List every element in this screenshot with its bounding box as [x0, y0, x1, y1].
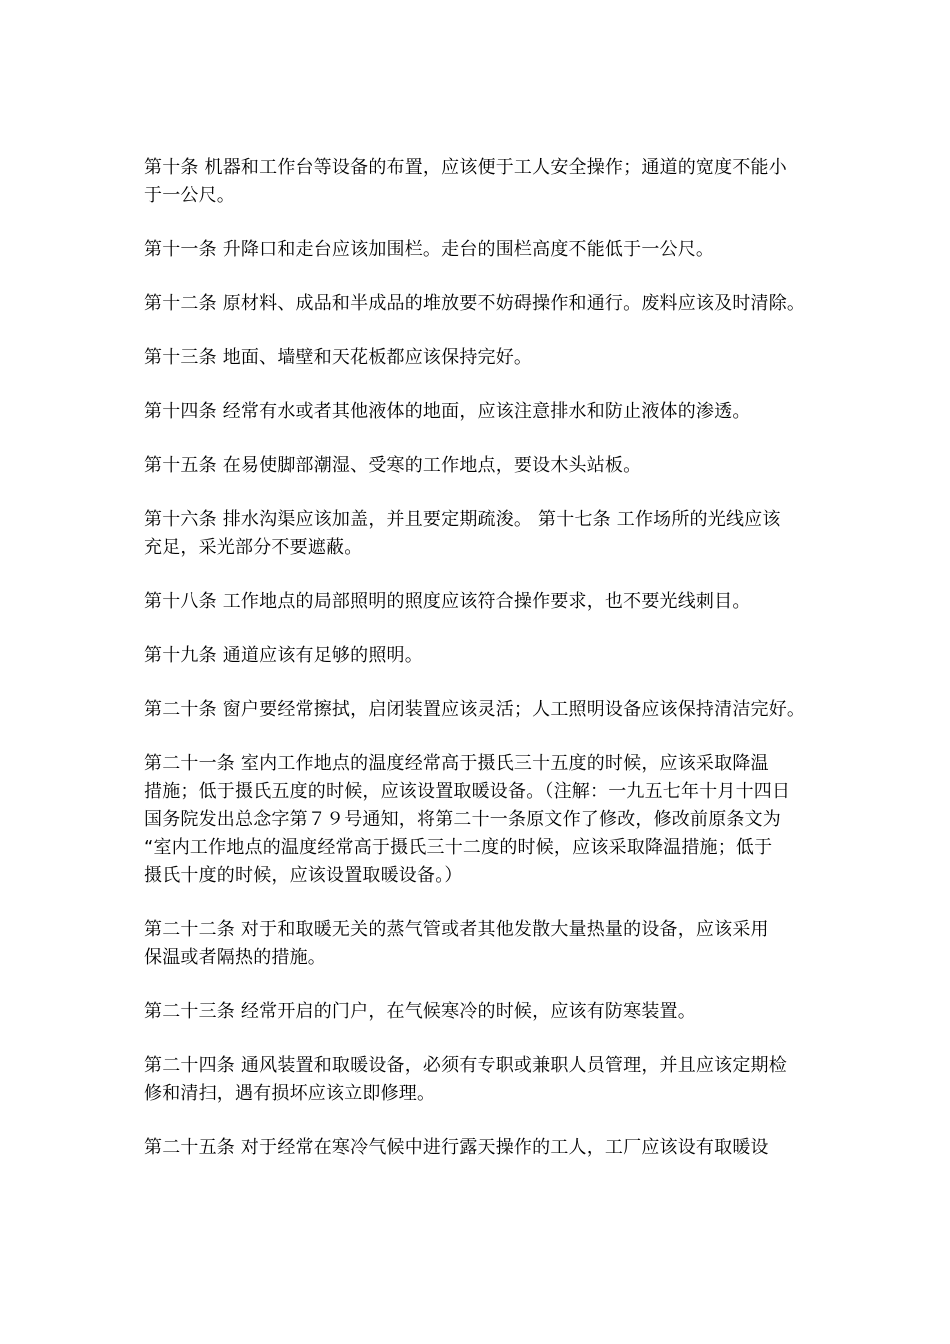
text-line: 措施；低于摄氏五度的时候，应该设置取暖设备。（注解：一九五七年十月十四日 — [144, 781, 791, 802]
article-15 — [144, 452, 824, 480]
text-line: 第十二条 原材料、成品和半成品的堆放要不妨碍操作和通行。废料应该及时清除。 — [144, 293, 806, 314]
text-line: 第二十三条 经常开启的门户，在气候寒冷的时候，应该有防寒装置。 — [144, 1001, 696, 1022]
article-13 — [144, 344, 824, 372]
text-line: 国务院发出总念字第７９号通知，将第二十一条原文作了修改，修改前原条文为 — [144, 809, 781, 830]
document-body — [144, 154, 824, 1188]
article-11 — [144, 236, 824, 264]
text-line: 摄氏十度的时候，应该设置取暖设备。） — [144, 865, 463, 886]
text-line: 第十四条 经常有水或者其他液体的地面，应该注意排水和防止液体的渗透。 — [144, 401, 751, 422]
text-line: 第十条 机器和工作台等设备的布置，应该便于工人安全操作；通道的宽度不能小 — [144, 157, 787, 178]
article-21 — [144, 750, 824, 890]
article-14 — [144, 398, 824, 426]
text-line: 修和清扫，遇有损坏应该立即修理。 — [144, 1083, 436, 1104]
article-12 — [144, 290, 824, 318]
text-line: 第十八条 工作地点的局部照明的照度应该符合操作要求，也不要光线刺目。 — [144, 591, 751, 612]
text-line: 第十三条 地面、墙壁和天花板都应该保持完好。 — [144, 347, 533, 368]
text-line: 充足，采光部分不要遮蔽。 — [144, 537, 363, 558]
article-19 — [144, 642, 824, 670]
text-line: 第二十四条 通风装置和取暖设备，必须有专职或兼职人员管理，并且应该定期检 — [144, 1055, 787, 1076]
article-24 — [144, 1052, 824, 1108]
text-line: 第二十二条 对于和取暖无关的蒸气管或者其他发散大量热量的设备，应该采用 — [144, 919, 769, 940]
text-line: 第十五条 在易使脚部潮湿、受寒的工作地点，要设木头站板。 — [144, 455, 642, 476]
article-20 — [144, 696, 824, 724]
text-line: 第十一条 升降口和走台应该加围栏。走台的围栏高度不能低于一公尺。 — [144, 239, 715, 260]
article-23 — [144, 998, 824, 1026]
article-16-17 — [144, 506, 824, 562]
text-line: 第二十条 窗户要经常擦拭，启闭装置应该灵活；人工照明设备应该保持清洁完好。 — [144, 699, 806, 720]
text-line: 第二十五条 对于经常在寒冷气候中进行露天操作的工人，工厂应该设有取暖设 — [144, 1137, 769, 1158]
article-10 — [144, 154, 824, 210]
text-line: “室内工作地点的温度经常高于摄氏三十二度的时候，应该采取降温措施；低于 — [144, 837, 773, 858]
text-line: 第二十一条 室内工作地点的温度经常高于摄氏三十五度的时候，应该采取降温 — [144, 753, 769, 774]
article-22 — [144, 916, 824, 972]
text-line: 第十九条 通道应该有足够的照明。 — [144, 645, 423, 666]
text-line: 于一公尺。 — [144, 185, 235, 206]
article-25 — [144, 1134, 824, 1162]
text-line: 保温或者隔热的措施。 — [144, 947, 326, 968]
text-line: 第十六条 排水沟渠应该加盖，并且要定期疏浚。 第十七条 工作场所的光线应该 — [144, 509, 781, 530]
article-18 — [144, 588, 824, 616]
